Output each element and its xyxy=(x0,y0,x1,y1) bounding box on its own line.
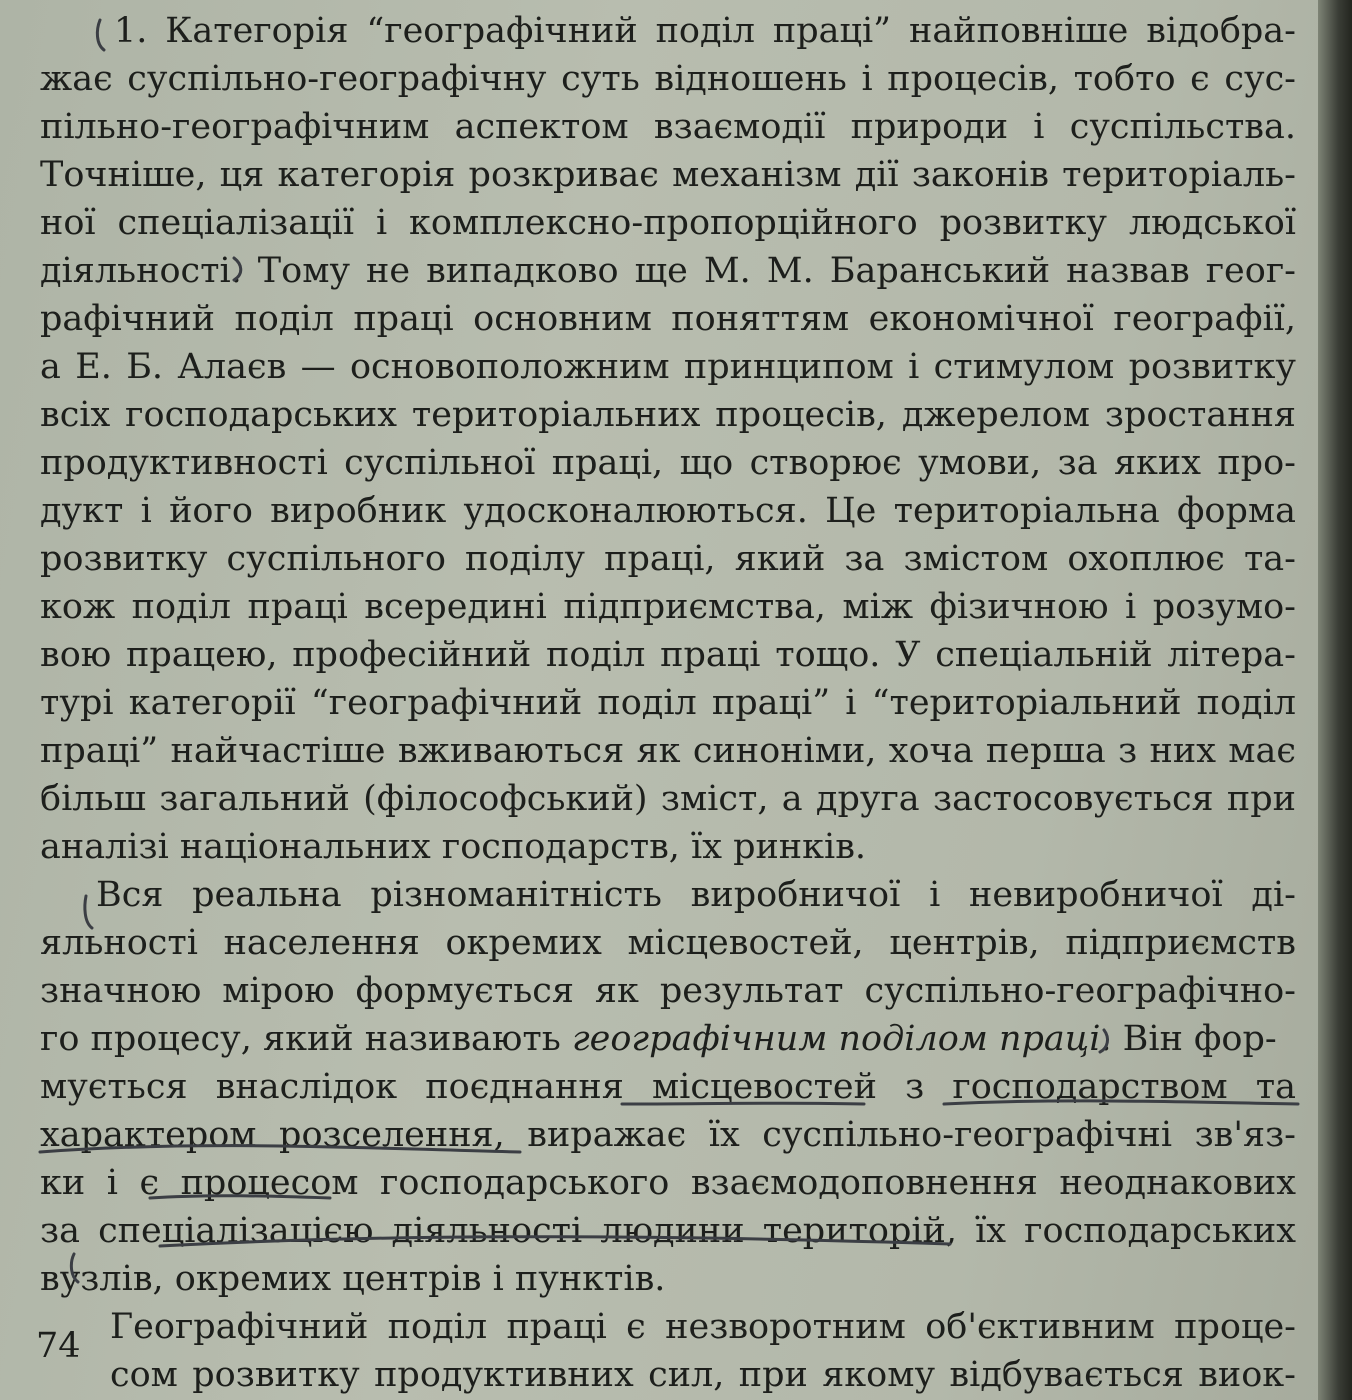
text-run: . Він фор- xyxy=(1100,1019,1277,1059)
text-line: пільно-географічним аспектом взаємодії природи і суспільства. xyxy=(40,107,1296,147)
text-line: аналізі національних господарств, їх ринків. xyxy=(40,827,867,867)
text-line: Вся реальна різноманітність виробничої і невиробничої ді- xyxy=(96,875,1296,915)
text-line: яльності населення окремих місцевостей, центрів, підприємств xyxy=(40,923,1296,963)
text-line: турі категорії “географічний поділ праці” і “територіальний поділ xyxy=(40,683,1296,723)
text-line: Географічний поділ праці є незворотним об'єктивним проце- xyxy=(110,1307,1296,1347)
text-line: праці” найчастіше вживаються як синоніми, хоча перша з них має xyxy=(40,731,1296,771)
text-line: рафічний поділ праці основним поняттям економічної географії, xyxy=(40,299,1296,339)
text-line: сом розвитку продуктивних сил, при якому відбувається виок- xyxy=(110,1355,1296,1395)
text-line: вою працею, професійний поділ праці тощо. У спеціальній літера- xyxy=(40,635,1296,675)
text-line: дукт і його виробник удосконалюються. Це територіальна форма xyxy=(40,491,1296,531)
page-number: 74 xyxy=(36,1326,81,1366)
paragraph-mark xyxy=(97,20,104,50)
text-line: жає суспільно-географічну суть відношень і процесів, тобто є сус- xyxy=(40,59,1296,99)
text-line: більш загальний (філософський) зміст, а друга застосовується при xyxy=(40,779,1296,819)
text-line: кож поділ праці всередині підприємства, між фізичною і розумо- xyxy=(40,587,1296,627)
text-line: всіх господарських територіальних процесів, джерелом зростання xyxy=(40,395,1296,435)
text-line xyxy=(40,1016,1296,1062)
text-line: ної спеціалізації і комплексно-пропорційного розвитку людської xyxy=(40,203,1296,243)
text-run: го процесу, який називають xyxy=(40,1019,572,1059)
text-line: вузлів, окремих центрів і пунктів. xyxy=(40,1259,666,1299)
text-line: продуктивності суспільної праці, що створює умови, за яких про- xyxy=(40,443,1296,483)
text-line: 1. Категорія “географічний поділ праці” найповніше відобра- xyxy=(114,11,1296,51)
text-line: розвитку суспільного поділу праці, який за змістом охоплює та- xyxy=(40,539,1296,579)
text-line: значною мірою формується як результат суспільно-географічно- xyxy=(40,971,1296,1011)
text-line: діяльності. Тому не випадково ще М. М. Баранський назвав геог- xyxy=(40,251,1296,291)
text-line: характером розселення, виражає їх суспільно-географічні зв'яз- xyxy=(40,1115,1296,1155)
italic-term: географічним поділом праці xyxy=(571,1019,1101,1059)
text-line: Точніше, ця категорія розкриває механізм дії законів територіаль- xyxy=(40,155,1296,195)
text-line: мується внаслідок поєднання місцевостей з господарством та xyxy=(40,1067,1296,1107)
page-edge-shadow xyxy=(1318,0,1352,1400)
text-line: ки і є процесом господарського взаємодоповнення неоднакових xyxy=(40,1163,1296,1203)
text-line: за спеціалізацією діяльності людини територій, їх господарських xyxy=(40,1211,1296,1251)
text-line: а Е. Б. Алаєв — основоположним принципом і стимулом розвитку xyxy=(40,347,1296,387)
